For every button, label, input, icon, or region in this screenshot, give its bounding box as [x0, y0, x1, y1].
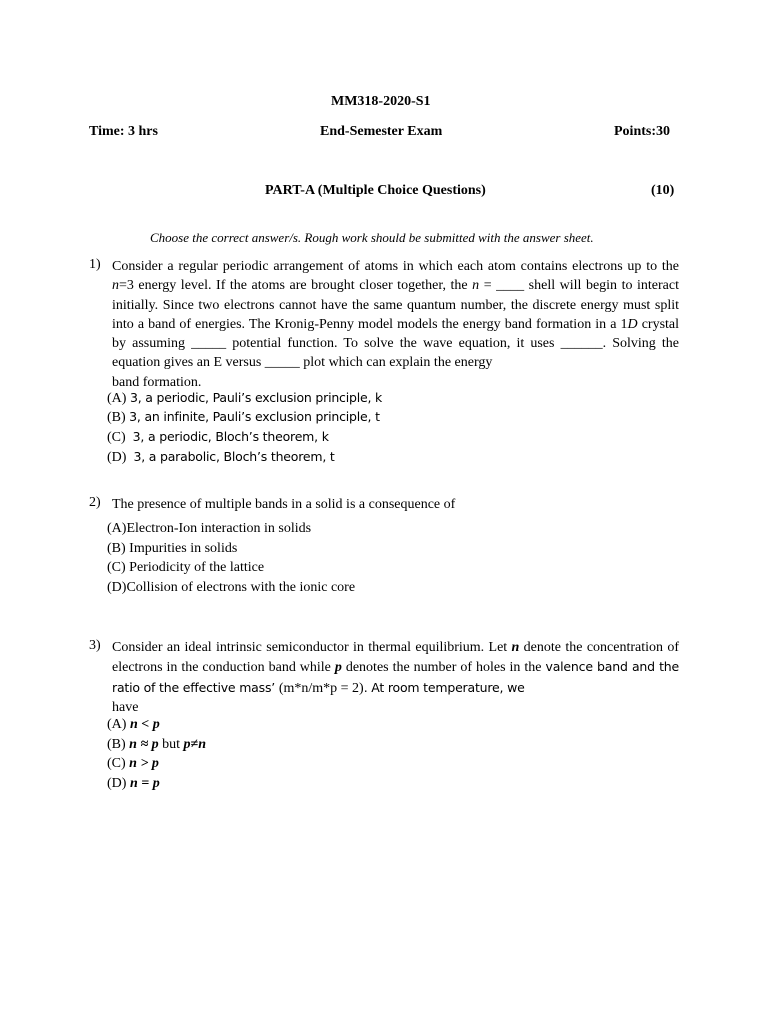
- question-text: Consider a regular periodic arrangement of atoms in which each atom contains electrons up to the n=3 energy level. If the atoms are brought closer together, the n = ____ shell will begin to interact initially. Since two electrons cannot have the same quantum number, the discrete energy must split into a band of energies. The Kronig-Penny model models the energy band formation in a 1D crystal by assuming _____ potential function. To solve the wave equation, it uses ______. Solving the equation gives an E versus _____ plot which can explain the energy band formation.: [112, 259, 680, 390]
- q3-option-c: (C) n > p: [107, 756, 159, 771]
- exam-title: End-Semester Exam: [320, 124, 443, 139]
- q2-option-d: (D)Collision of electrons with the ionic core: [107, 580, 356, 595]
- exam-time: Time: 3 hrs: [89, 124, 158, 139]
- question-number: 2): [89, 495, 101, 510]
- question-number: 1): [89, 257, 101, 272]
- q2-option-c: (C) Periodicity of the lattice: [107, 560, 265, 575]
- q1-option-b: (B) 3, an infinite, Pauli’s exclusion principle, t: [107, 409, 380, 425]
- q1-option-a: (A) 3, a periodic, Pauli’s exclusion principle, k: [107, 390, 383, 406]
- part-marks: (10): [651, 183, 675, 198]
- instructions: Choose the correct answer/s. Rough work should be submitted with the answer sheet.: [150, 230, 594, 245]
- q2-option-a: (A)Electron-Ion interaction in solids: [107, 521, 312, 536]
- question-text: Consider an ideal intrinsic semiconductor in thermal equilibrium. Let n denote the concentration of electrons in the conduction band while p denotes the number of holes in the valence band and the ratio of the effective mass’ (m*n/m*p = 2). At room temperature, we have: [112, 640, 680, 715]
- question-number: 3): [89, 638, 101, 653]
- q3-option-a: (A) n < p: [107, 717, 160, 732]
- question-3: [89, 638, 679, 717]
- course-code: MM318-2020-S1: [331, 94, 431, 109]
- q3-option-d: (D) n = p: [107, 776, 160, 791]
- q3-option-b: (B) n ≈ p but p≠n: [107, 737, 207, 752]
- q2-option-b: (B) Impurities in solids: [107, 541, 238, 556]
- question-2: [89, 495, 679, 514]
- exam-points: Points:30: [614, 124, 670, 139]
- q1-option-c: (C) 3, a periodic, Bloch’s theorem, k: [107, 429, 329, 445]
- question-text: The presence of multiple bands in a solid is a consequence of: [112, 497, 456, 512]
- part-title: PART-A (Multiple Choice Questions): [265, 183, 486, 198]
- q1-option-d: (D) 3, a parabolic, Bloch’s theorem, t: [107, 449, 335, 465]
- question-1: [89, 257, 679, 392]
